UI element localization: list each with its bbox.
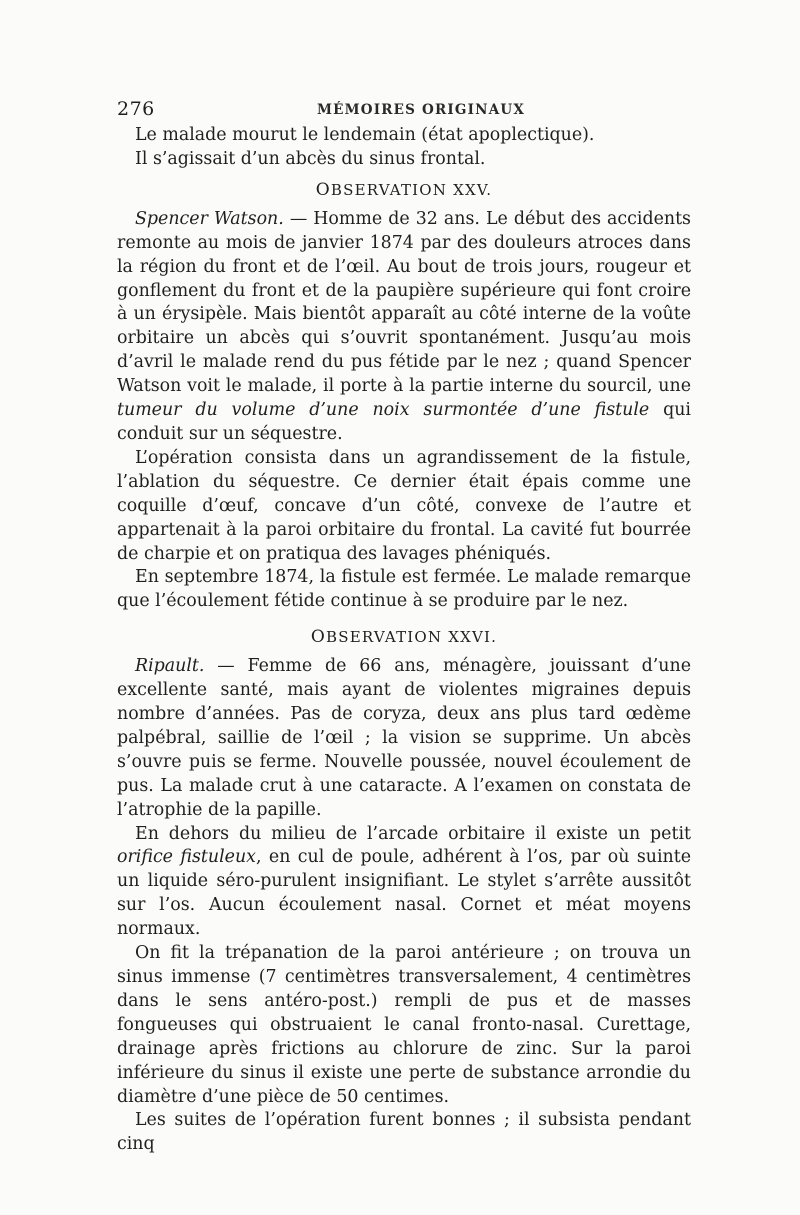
heading-initial: O bbox=[310, 627, 327, 648]
observation-26-paragraph-4: Les suites de l’opération furent bonnes ; il subsista pendant cinq bbox=[117, 1110, 691, 1155]
running-head: MÉMOIRES ORIGINAUX bbox=[317, 102, 526, 118]
heading-word: BSERVATION bbox=[330, 180, 448, 199]
observation-26-paragraph-3: On fit la trépanation de la paroi antérieure ; on trouva un sinus immense (7 centimètres transversalement, 4 centimètres dans le sens antéro-post.) rempli de pus et de masses fongueuses qui obstruaient le canal fronto-nasal. Curettage, drainage après frictions au chlorure de zinc. Sur la paroi inférieure du sinus il existe une perte de substance arrondie du diamètre d’une pièce de 50 centimes. bbox=[117, 943, 691, 1107]
observation-25-paragraph-3: En septembre 1874, la fistule est fermée. Le malade remarque que l’écoulement fétide continue à se produire par le nez. bbox=[117, 567, 691, 612]
intro-line-2: Il s’agissait d’un abcès du sinus frontal. bbox=[135, 148, 486, 169]
observation-25-paragraph-2: L’opération consista dans un agrandissement de la fistule, l’ablation du séquestre. Ce dernier était épais comme une coquille d’œuf, concave d’un côté, convexe de l’autre et appartenait à la paroi orbitaire du frontal. La cavité fut bourrée de charpie et on pratiqua des lavages phéniqués. bbox=[117, 447, 691, 564]
paragraph-text: qui conduit sur un séquestre. bbox=[117, 400, 691, 444]
heading-word: BSERVATION bbox=[326, 628, 443, 647]
body-text bbox=[117, 124, 691, 1157]
heading-number: XXV. bbox=[453, 180, 493, 199]
author-ripault: Ripault. bbox=[135, 656, 205, 677]
emphasis-text: orifice fistuleux bbox=[117, 847, 256, 868]
observation-26-paragraph-1 bbox=[117, 655, 691, 822]
page-number: 276 bbox=[117, 98, 155, 120]
heading-number: XXVI. bbox=[448, 628, 498, 647]
page-header bbox=[117, 98, 691, 124]
heading-initial: O bbox=[315, 179, 331, 200]
observation-25-heading bbox=[117, 179, 691, 201]
intro-line-1: Le malade mourut le lendemain (état apoplectique). bbox=[135, 125, 595, 145]
paragraph-text: — Homme de 32 ans. Le début des accidents remonte au mois de janvier 1874 par des douleurs atroces dans la région du front et de l’œil. Au bout de trois jours, rougeur et gonflement du front et de la paupière supérieure qui font croire à un érysipèle. Mais bientôt apparaît au côté interne de la voûte orbitaire un abcès qui s’ouvrit spontanément. Jusqu’au mois d’avril le malade rend du pus fétide par le nez ; quand Spencer Watson voit le malade, il porte à la partie interne du sourcil, une bbox=[117, 208, 691, 397]
observation-26-heading bbox=[117, 626, 691, 648]
observation-26-paragraph-2 bbox=[117, 823, 691, 943]
author-spencer-watson: Spencer Watson. bbox=[135, 208, 284, 229]
paragraph-text: En dehors du milieu de l’arcade orbitaire il existe un petit bbox=[135, 823, 691, 844]
paragraph-text: , en cul de poule, adhérent à l’os, par où suinte un liquide séro-purulent insignifiant. Le stylet s’arrête aussitôt sur l’os. Aucun écoulement nasal. Cornet et méat moyens normaux. bbox=[117, 847, 691, 940]
paragraph-text: — Femme de 66 ans, ménagère, jouissant d’une excellente santé, mais ayant de violentes migraines depuis nombre d’années. Pas de coryza, deux ans plus tard œdème palpébral, saillie de l’œil ; la vision se supprime. Un abcès s’ouvre puis se ferme. Nouvelle poussée, nouvel écoulement de pus. La malade crut à une cataracte. A l’examen on constata de l’atrophie de la papille. bbox=[117, 656, 691, 820]
emphasis-text: tumeur du volume d’une noix surmontée d’une fistule bbox=[117, 400, 650, 421]
observation-25-paragraph-1 bbox=[117, 208, 691, 447]
